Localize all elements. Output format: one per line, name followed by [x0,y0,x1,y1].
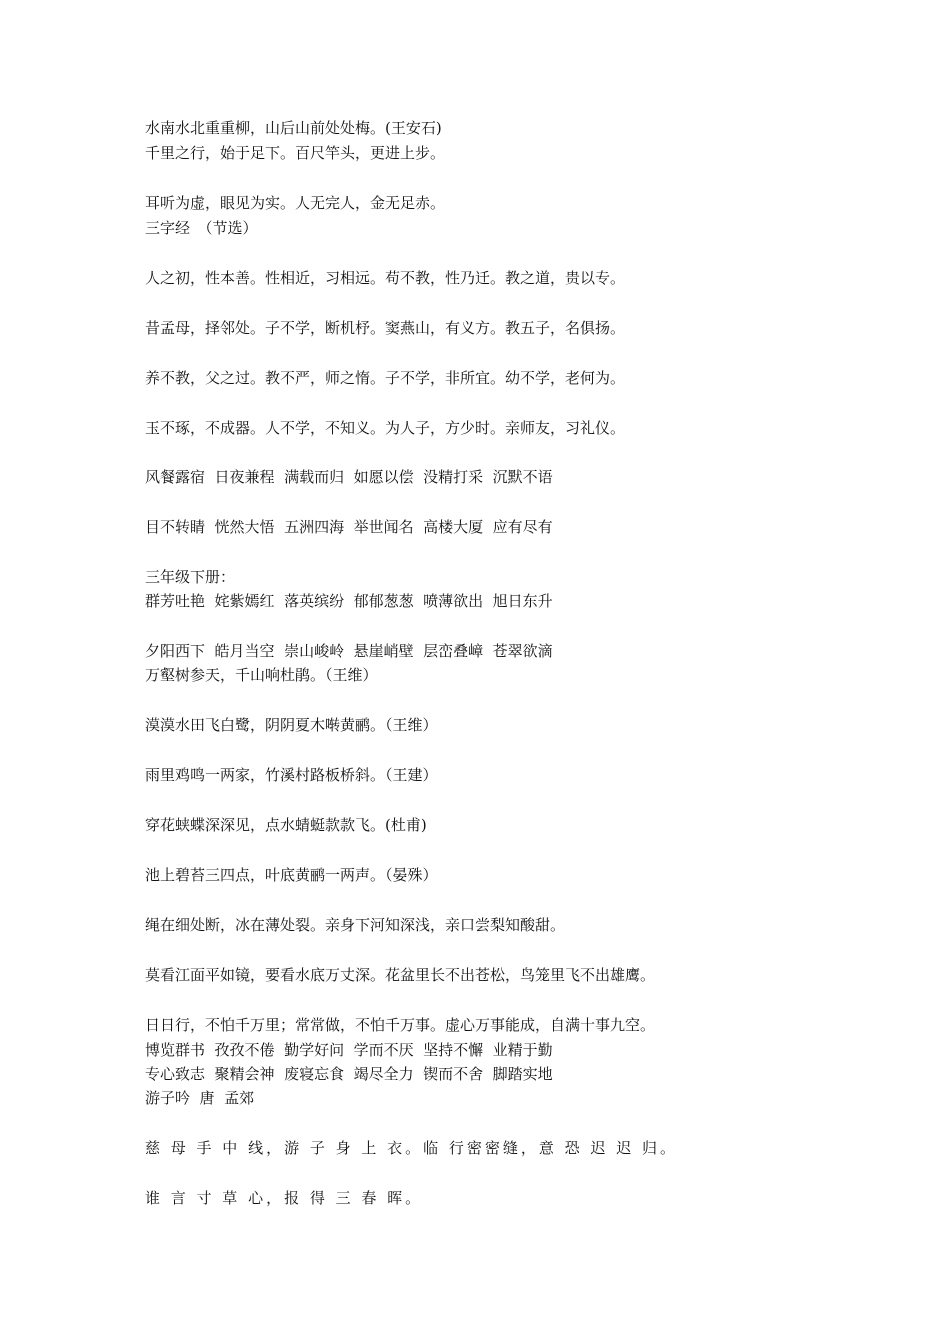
poem-line-1: 万壑树参天，千山响杜鹃。（王维） [145,666,378,684]
saying-line-3: 日日行，不怕千万里；常常做，不怕千万事。虚心万事能成，自满十事九空。 [145,1016,656,1034]
poem-line-3: 雨里鸡鸣一两家，竹溪村路板桥斜。（王建） [145,766,438,784]
idiom-line-5: 博览群书 孜孜不倦 勤学好问 学而不厌 坚持不懈 业精于勤 [145,1041,553,1059]
text-line-7: 养不教，父之过。教不严，师之惰。子不学，非所宜。幼不学，老何为。 [145,369,626,387]
poem-youziyin-line-2: 谁 言 寸 草 心，报 得 三 春 晖。 [145,1189,424,1207]
poem-line-4: 穿花蛱蝶深深见，点水蜻蜓款款飞。(杜甫) [145,816,427,834]
poem-title-youziyin: 游子吟 唐 孟郊 [145,1089,255,1107]
saying-line-2: 莫看江面平如镜，要看水底万丈深。花盆里长不出苍松，鸟笼里飞不出雄鹰。 [145,966,656,984]
saying-line-1: 绳在细处断，冰在薄处裂。亲身下河知深浅，亲口尝梨知酸甜。 [145,916,566,934]
poem-youziyin-line-1: 慈 母 手 中 线，游 子 身 上 衣。临 行密密缝，意 恐 迟 迟 归。 [145,1139,678,1157]
text-line-8: 玉不琢，不成器。人不学，不知义。为人子，方少时。亲师友，习礼仪。 [145,419,626,437]
section-heading-sanzijing: 三字经 （节选） [145,219,258,237]
poem-line-5: 池上碧苔三四点，叶底黄鹂一两声。（晏殊） [145,866,438,884]
section-heading-grade3: 三年级下册： [145,568,236,586]
text-line-6: 昔孟母，择邻处。子不学，断机杼。窦燕山，有义方。教五子，名俱扬。 [145,319,626,337]
poem-line-2: 漠漠水田飞白鹭，阴阴夏木啭黄鹂。（王维） [145,716,438,734]
idiom-line-6: 专心致志 聚精会神 废寝忘食 竭尽全力 锲而不舍 脚踏实地 [145,1065,553,1083]
text-line-2: 千里之行，始于足下。百尺竿头，更进上步。 [145,144,446,162]
idiom-line-2: 目不转睛 恍然大悟 五洲四海 举世闻名 高楼大厦 应有尽有 [145,518,553,536]
idiom-line-1: 风餐露宿 日夜兼程 满载而归 如愿以偿 没精打采 沉默不语 [145,468,553,486]
text-line-1: 水南水北重重柳，山后山前处处梅。(王安石) [145,119,442,137]
text-line-5: 人之初，性本善。性相近，习相远。苟不教，性乃迁。教之道，贵以专。 [145,269,626,287]
text-line-3: 耳听为虚，眼见为实。人无完人，金无足赤。 [145,194,446,212]
idiom-line-3: 群芳吐艳 姹紫嫣红 落英缤纷 郁郁葱葱 喷薄欲出 旭日东升 [145,592,553,610]
idiom-line-4: 夕阳西下 皓月当空 崇山峻岭 悬崖峭壁 层峦叠嶂 苍翠欲滴 [145,642,553,660]
